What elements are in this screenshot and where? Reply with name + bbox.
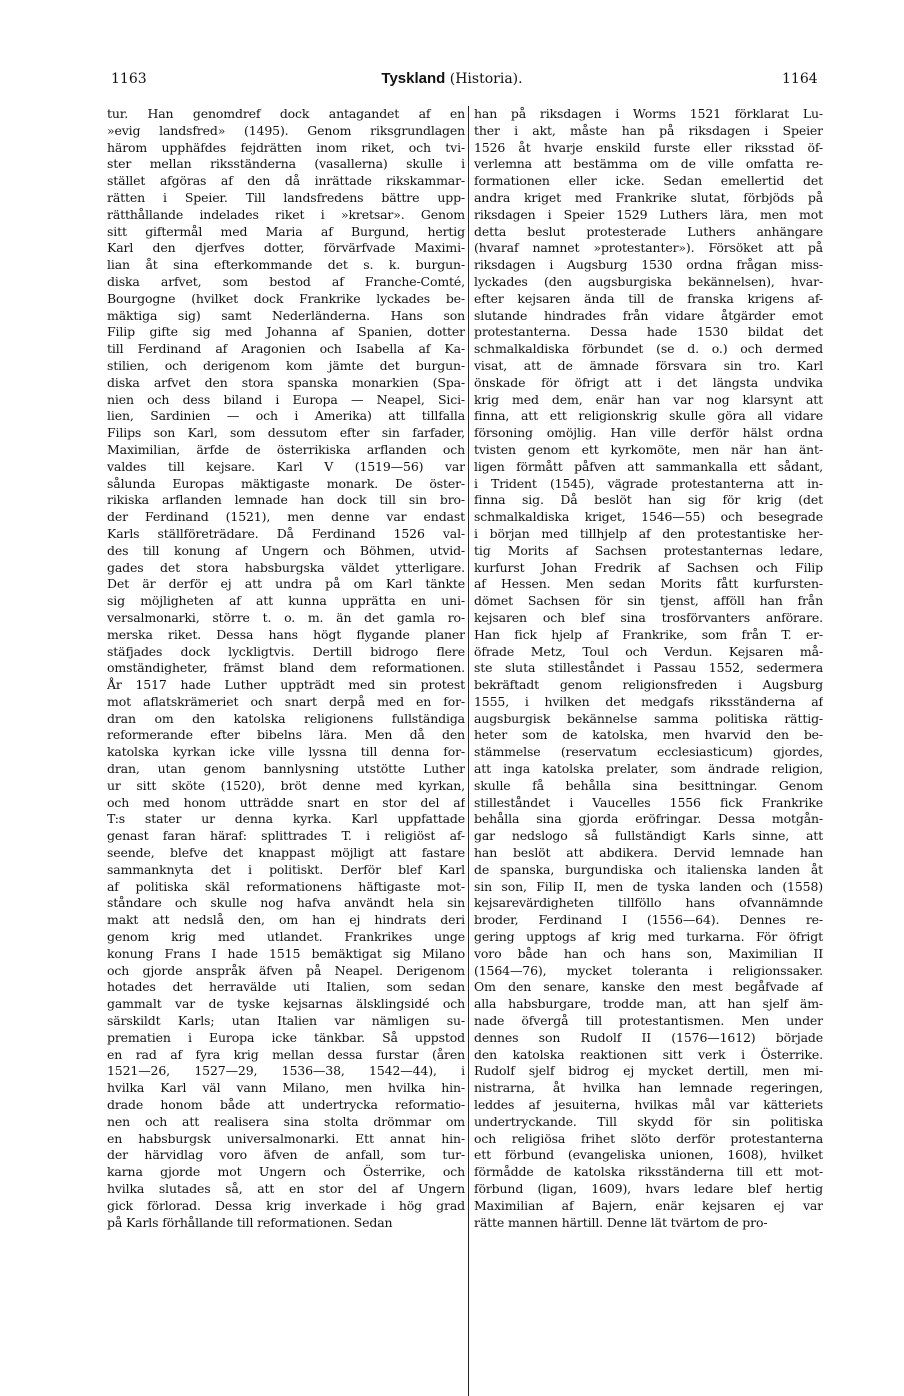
text-line: dennes son Rudolf II (1576—1612) började: [474, 1029, 823, 1045]
text-line: Maximilian af Bajern, enär kejsaren ej var: [474, 1197, 823, 1213]
text-line: formationen eller icke. Sedan emellertid det: [474, 173, 823, 189]
left-column: [107, 106, 465, 1231]
text-line: tig Morits af Sachsen protestanternas ledare,: [474, 542, 823, 558]
text-line: sig möjligheten af att kunna upprätta en uni-: [107, 593, 465, 609]
text-line: han beslöt att abdikera. Dervid lemnade han: [474, 845, 823, 861]
text-line: Han fick hjelp af Frankrike, som från T. er-: [474, 626, 823, 642]
text-line: Karl den djerfves dotter, förvärfvade Maximi-: [107, 240, 465, 256]
text-line: Bourgogne (hvilket dock Frankrike lyckades be-: [107, 290, 465, 306]
text-line: protestanterna. Dessa hade 1530 bildat det: [474, 324, 823, 340]
text-line: mot aflatskrämeriet och snart derpå med en for-: [107, 693, 465, 709]
text-line: öfrade Metz, Toul och Verdun. Kejsaren må-: [474, 643, 823, 659]
column-divider: [468, 106, 469, 1396]
text-line: leddes af jesuiterna, hvilkas mål var kätteriets: [474, 1097, 823, 1113]
text-line: omständigheter, främst bland dem reformationen.: [107, 660, 465, 676]
text-line: prematien i Europa icke tänkbar. Så uppstod: [107, 1029, 465, 1045]
text-line: hotades det herravälde uti Italien, som sedan: [107, 979, 465, 995]
text-line: diska arfvet, som bestod af Franche-Comté,: [107, 273, 465, 289]
text-line: till Ferdinand af Aragonien och Isabella af Ka-: [107, 341, 465, 357]
text-line: den katolska reaktionen sitt verk i Österrike.: [474, 1046, 823, 1062]
text-line: T:s stater ur denna kyrka. Karl uppfattade: [107, 811, 465, 827]
text-line: hvilka slutades så, att en stor del af Ungern: [107, 1181, 465, 1196]
text-line: schmalkaldiska förbundet (se d. o.) och dermed: [474, 341, 823, 357]
text-line: valdes till kejsare. Karl V (1519—56) var: [107, 458, 465, 474]
text-line: sålunda Europas mäktigaste monark. De öster-: [107, 475, 465, 491]
text-line: År 1517 hade Luther uppträdt med sin protest: [107, 677, 465, 693]
text-line: lian åt sina efterkommande det s. k. burgun-: [107, 257, 465, 273]
text-line: och religiösa frihet slöto derför protestanterna: [474, 1130, 823, 1146]
text-line: ther i akt, måste han på riksdagen i Speier: [474, 122, 823, 138]
text-line: der Ferdinand (1521), men denne var endast: [107, 509, 465, 525]
right-column: [474, 106, 823, 1231]
text-line: särskildt Karls; utan Italien var nämligen su-: [107, 1013, 465, 1029]
text-line: visat, att de ämnade försvara sin tro. Karl: [474, 357, 823, 373]
text-line: af politiska skäl reformationens häftigaste mot-: [107, 878, 465, 894]
text-line: i Trident (1545), vägrade protestanterna att in-: [474, 475, 823, 491]
text-line: verlemna att bestämma om de ville omfatta re-: [474, 156, 823, 172]
text-line: ståndare och skulle nog hafva användt hela sin: [107, 895, 465, 911]
text-line: önskade för öfrigt att i det längsta undvika: [474, 374, 823, 390]
text-line: de spanska, burgundiska och italienska landen åt: [474, 861, 823, 877]
text-line: nistrarna, åt hvilka han lemnade regeringen,: [474, 1080, 823, 1096]
text-line: reformerande efter bibelns lära. Men då den: [107, 727, 465, 743]
text-line: stäfjades dock lyckligtvis. Dertill bidrogo flere: [107, 643, 465, 659]
text-line: sammanknyta det i politiskt. Derför blef Karl: [107, 861, 465, 877]
text-line: försoning omöjlig. Han ville derför hälst ordna: [474, 425, 823, 441]
text-line: voro både han och hans son, Maximilian II: [474, 945, 823, 961]
page-number-right: 1164: [782, 71, 818, 87]
text-line: nade öfvergå till protestantismen. Men under: [474, 1013, 823, 1029]
text-line: Om den senare, kanske den mest begåfvade af: [474, 979, 823, 995]
text-line: broder, Ferdinand I (1556—64). Dennes re-: [474, 912, 823, 928]
text-line: 1521—26, 1527—29, 1536—38, 1542—44), i: [107, 1063, 465, 1079]
text-line: bekräftadt genom religionsfreden i Augsburg: [474, 677, 823, 693]
text-line: konung Frans I hade 1515 bemäktigat sig Milano: [107, 945, 465, 961]
text-line: (hvaraf namnet »protestanter»). Försöket att på: [474, 240, 823, 256]
text-line: finna sig. Då beslöt han sig för krig (det: [474, 492, 823, 508]
text-line: sin son, Filip II, men de tyska landen och (1558): [474, 878, 823, 894]
text-line: rätten i Speier. Till landsfredens bättre upp-: [107, 189, 465, 205]
text-line: och med honom utträdde snart en stor del af: [107, 794, 465, 810]
text-line: »evig landsfred» (1495). Genom riksgrundlagen: [107, 122, 465, 138]
text-line: genom krig med utlandet. Frankrikes unge: [107, 929, 465, 945]
text-line: kejsarevärdigheten tillföllo hans ofvannämnde: [474, 895, 823, 911]
text-line: drade honom både att undertrycka reformatio-: [107, 1097, 465, 1113]
text-line: stämmelse (reservatum ecclesiasticum) gjordes,: [474, 744, 823, 760]
text-line: förmådde de katolska riksständerna till ett mot-: [474, 1164, 823, 1180]
text-line: der härvidlag voro äfven de anfall, som tur-: [107, 1147, 465, 1163]
text-line: stilleståndet i Vaucelles 1556 fick Frankrike: [474, 794, 823, 810]
text-line: Filip gifte sig med Johanna af Spanien, dotter: [107, 324, 465, 340]
text-line: nen och att realisera sina stolta drömmar om: [107, 1113, 465, 1129]
head-subtitle: (Historia).: [449, 71, 523, 87]
text-line: en habsburgsk universalmonarki. Ett annat hin-: [107, 1130, 465, 1146]
text-line: gades det stora habsburgska väldet ytterligare.: [107, 559, 465, 575]
text-line: tur. Han genomdref dock antagandet af en: [107, 106, 465, 121]
text-line: karna gjorde mot Ungern och Österrike, och: [107, 1164, 465, 1180]
text-line: ur sitt sköte (1520), bröt denne med kyrkan,: [107, 777, 465, 793]
text-line: af Hessen. Men sedan Morits fått kurfursten-: [474, 576, 823, 592]
text-line: undertryckande. Till skydd för sin politiska: [474, 1113, 823, 1129]
text-line: augsburgisk bekännelse samma politiska rättig-: [474, 710, 823, 726]
text-line: makt att nedslå den, om han ej hindrats deri: [107, 912, 465, 928]
text-line: sitt giftermål med Maria af Burgund, hertig: [107, 223, 465, 239]
text-line: krig med dem, enär han var nog klarsynt att: [474, 391, 823, 407]
text-line: stället afgöras af den då inrättade rikskammar-: [107, 173, 465, 189]
text-line: versalmonarki, större t. o. m. än det gamla ro-: [107, 609, 465, 625]
text-line: katolska kyrkan icke ville lyssna till denna for-: [107, 744, 465, 760]
text-line: ster mellan riksständerna (vasallerna) skulle i: [107, 156, 465, 172]
text-line: efter kejsaren ända till de franska krigens af-: [474, 290, 823, 306]
head-title: Tyskland: [381, 70, 446, 87]
text-line: stilien, och derigenom kom jämte det burgun-: [107, 357, 465, 373]
text-line: andra kriget med Frankrike slutat, förbjöds på: [474, 189, 823, 205]
text-line: seende, blefve det knappast möjligt att fastare: [107, 845, 465, 861]
text-line: på Karls förhållande till reformationen. Sedan: [107, 1214, 393, 1230]
text-line: Det är derför ej att undra på om Karl tänkte: [107, 576, 465, 592]
text-line: slutande hindrades från vidare åtgärder emot: [474, 307, 823, 323]
text-line: nien och dess biland i Europa — Neapel, Sici-: [107, 391, 465, 407]
text-line: kurfurst Johan Fredrik af Sachsen och Filip: [474, 559, 823, 575]
text-line: Maximilian, ärfde de österrikiska arflanden och: [107, 441, 465, 457]
text-line: merska riket. Dessa hans högt flygande planer: [107, 626, 465, 642]
text-line: han på riksdagen i Worms 1521 förklarat Lu-: [474, 106, 823, 121]
text-line: ste sluta stilleståndet i Passau 1552, sedermera: [474, 660, 823, 676]
text-line: 1526 åt hvarje enskild furste eller riksstad öf-: [474, 139, 823, 155]
text-line: gammalt var de tyske kejsarnas älsklingsidé och: [107, 996, 465, 1012]
text-line: rätthållande indelades riket i »kretsar». Genom: [107, 206, 465, 222]
text-line: dran, utan genom bannlysning utstötte Luther: [107, 761, 465, 777]
text-line: Karls ställföreträdare. Då Ferdinand 1526 val-: [107, 525, 465, 541]
text-line: gering upptogs af krig med turkarna. För öfrigt: [474, 929, 823, 945]
text-line: finna, att ett religionskrig skulle göra all vidare: [474, 408, 823, 424]
text-line: förbund (ligan, 1609), hvars ledare blef hertig: [474, 1181, 823, 1196]
text-line: lyckades (den augsburgiska bekännelsen), hvar-: [474, 273, 823, 289]
text-line: riksdagen i Augsburg 1530 ordna frågan miss-: [474, 257, 823, 273]
text-line: riksdagen i Speier 1529 Luthers lära, men mot: [474, 206, 823, 222]
text-line: tvisten genom ett kyrkomöte, men när han änt-: [474, 441, 823, 457]
text-line: rikiska arflanden lemnade han dock till sin bro-: [107, 492, 465, 508]
text-line: schmalkaldiska kriget, 1546—55) och besegrade: [474, 509, 823, 525]
text-line: mäktiga sig) samt Nederländerna. Hans son: [107, 307, 465, 323]
text-line: skulle få behålla sina besittningar. Genom: [474, 777, 823, 793]
text-line: heter som de katolska, men hvarvid den be-: [474, 727, 823, 743]
text-line: en rad af fyra krig mellan dessa furstar (åren: [107, 1046, 465, 1062]
text-line: hvilka Karl väl vann Milano, men hvilka hin-: [107, 1080, 465, 1096]
text-line: att inga katolska prelater, som ändrade religion,: [474, 761, 823, 777]
text-line: i början med tillhjelp af den protestantiske her-: [474, 525, 823, 541]
text-line: diska arfvet den stora spanska monarkien (Spa-: [107, 374, 465, 390]
text-line: Rudolf sjelf bidrog ej mycket dertill, men mi-: [474, 1063, 823, 1079]
text-line: alla habsburgare, trodde man, att han sjelf äm-: [474, 996, 823, 1012]
text-line: dömet Sachsen för sin tjenst, afföll han från: [474, 593, 823, 609]
running-head: [0, 70, 904, 87]
text-line: kejsaren och blef sina trosförvanters anförare.: [474, 609, 823, 625]
text-line: lien, Sardinien — och i Amerika) att tillfalla: [107, 408, 465, 424]
text-line: des till konung af Ungern och Böhmen, utvid-: [107, 542, 465, 558]
text-line: 1555, i hvilken det medgafs riksständerna af: [474, 693, 823, 709]
text-line: detta beslut protesterade Luthers anhängare: [474, 223, 823, 239]
text-line: genast faran häraf: splittrades T. i religiöst af-: [107, 828, 465, 844]
text-line: ett förbund (evangeliska unionen, 1608), hvilket: [474, 1147, 823, 1163]
text-line: (1564—76), mycket toleranta i religionssaker.: [474, 962, 823, 978]
text-line: och gjorde anspråk äfven på Neapel. Derigenom: [107, 962, 465, 978]
text-line: behålla sina gjorda eröfringar. Dessa motgån-: [474, 811, 823, 827]
text-line: gar nedslogo så fullständigt Karls sinne, att: [474, 828, 823, 844]
text-line: gick förlorad. Dessa krig inverkade i hög grad: [107, 1197, 465, 1213]
text-line: rätte mannen härtill. Denne lät tvärtom de pro-: [474, 1214, 768, 1230]
page-number-left: 1163: [111, 71, 147, 87]
text-line: ligen förmått påfven att sammankalla ett sådant,: [474, 458, 823, 474]
text-line: härom upphäfdes fejdrätten inom riket, och tvi-: [107, 139, 465, 155]
text-line: dran om den katolska religionens fullständiga: [107, 710, 465, 726]
text-line: Filips son Karl, som dessutom efter sin farfader,: [107, 425, 465, 441]
